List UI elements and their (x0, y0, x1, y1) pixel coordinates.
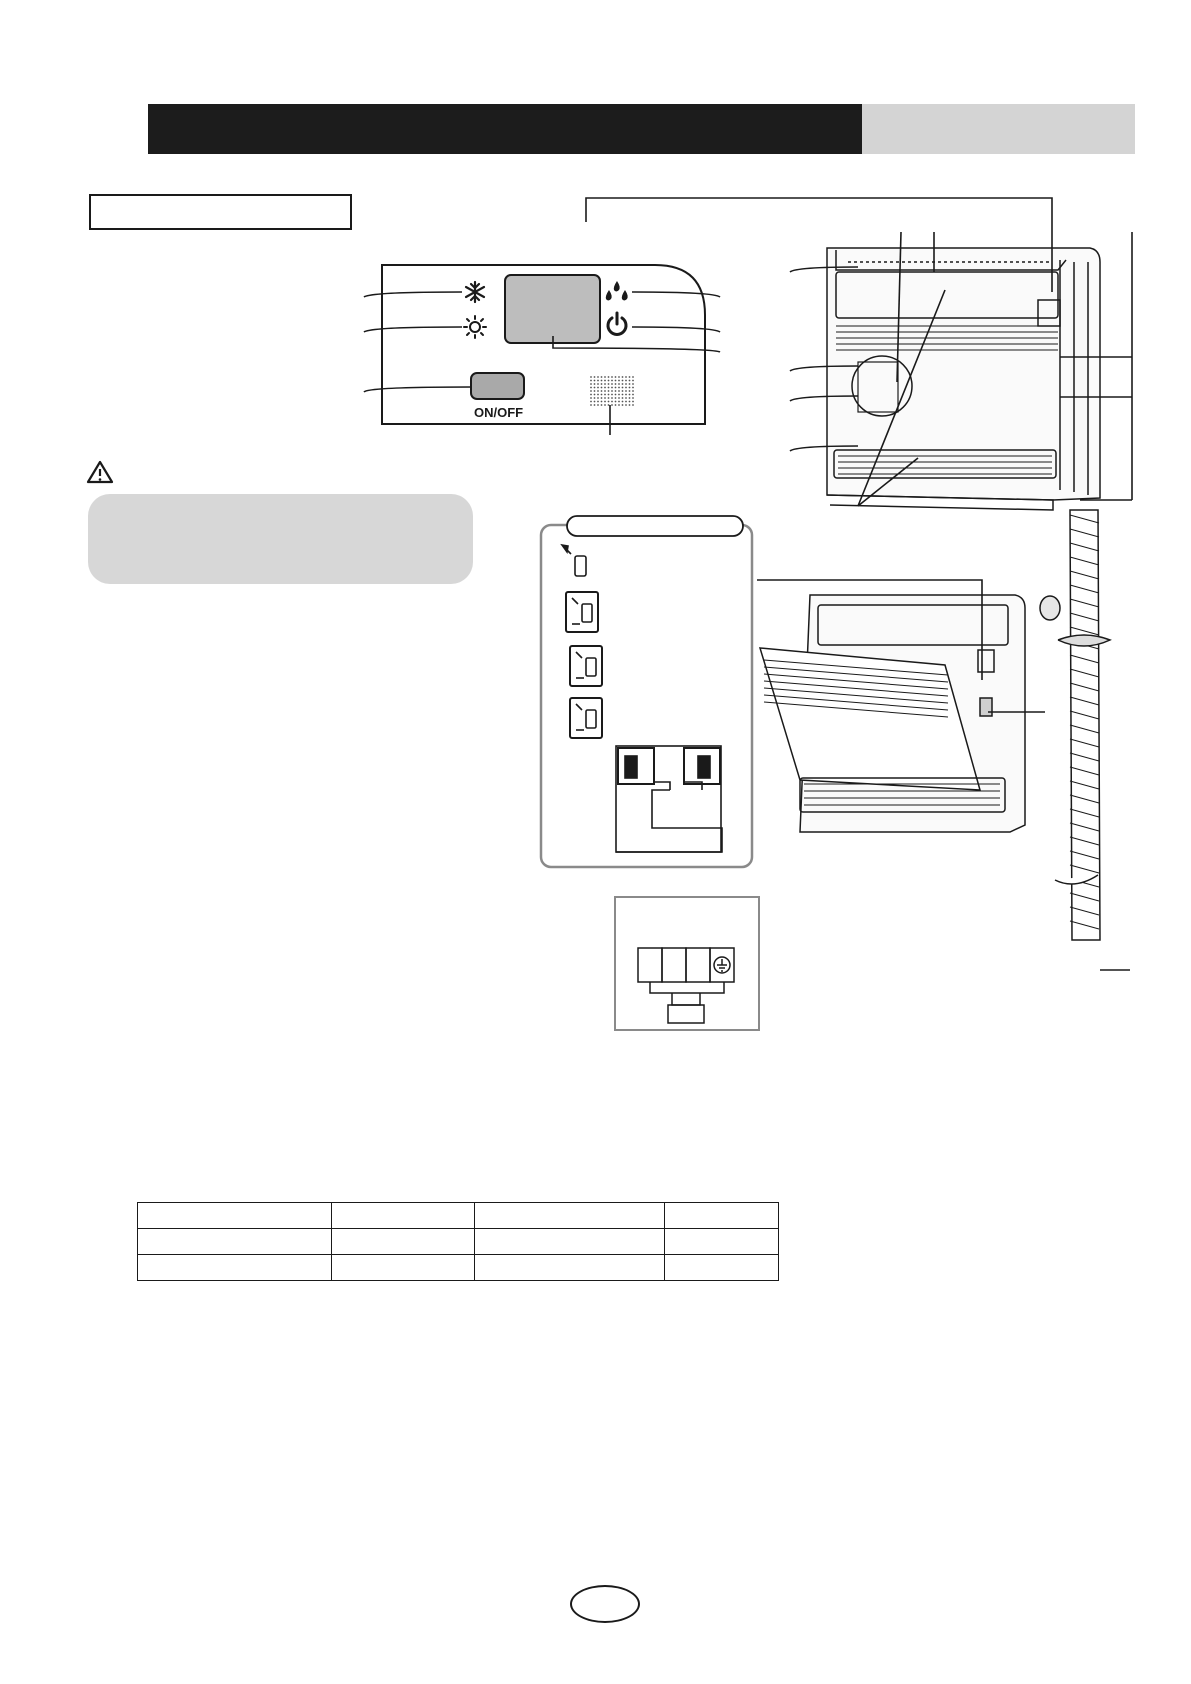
pipe-illustration (1040, 510, 1130, 970)
receiver-grid (590, 376, 634, 406)
on-off-button-shape (471, 373, 524, 399)
power-icon (608, 313, 626, 334)
table-cell (138, 1229, 332, 1255)
warning-triangle-icon (88, 462, 112, 482)
table-cell (138, 1255, 332, 1281)
table-cell (665, 1203, 779, 1229)
terminal-frame (614, 896, 760, 1031)
table-cell (475, 1203, 665, 1229)
indoor-unit-open-illustration (760, 595, 1025, 832)
control-panel-diagram (364, 265, 720, 435)
table-row (138, 1255, 779, 1281)
indoor-unit-illustration (827, 248, 1100, 510)
drops-icon (606, 281, 628, 301)
table-cell (332, 1255, 475, 1281)
table-cell (475, 1229, 665, 1255)
table-cell (475, 1255, 665, 1281)
spec-table (137, 1202, 779, 1281)
table-row (138, 1203, 779, 1229)
on-off-label: ON/OFF (474, 405, 524, 420)
page-number-oval (570, 1585, 640, 1623)
table-cell (332, 1203, 475, 1229)
table-cell (138, 1203, 332, 1229)
display-window (505, 275, 600, 343)
table-row (138, 1229, 779, 1255)
table-cell (665, 1229, 779, 1255)
snowflake-icon (466, 282, 484, 302)
table-cell (665, 1255, 779, 1281)
sun-icon (464, 316, 486, 338)
swing-header-pill (567, 516, 743, 536)
table-cell (332, 1229, 475, 1255)
swing-icons (562, 545, 722, 852)
